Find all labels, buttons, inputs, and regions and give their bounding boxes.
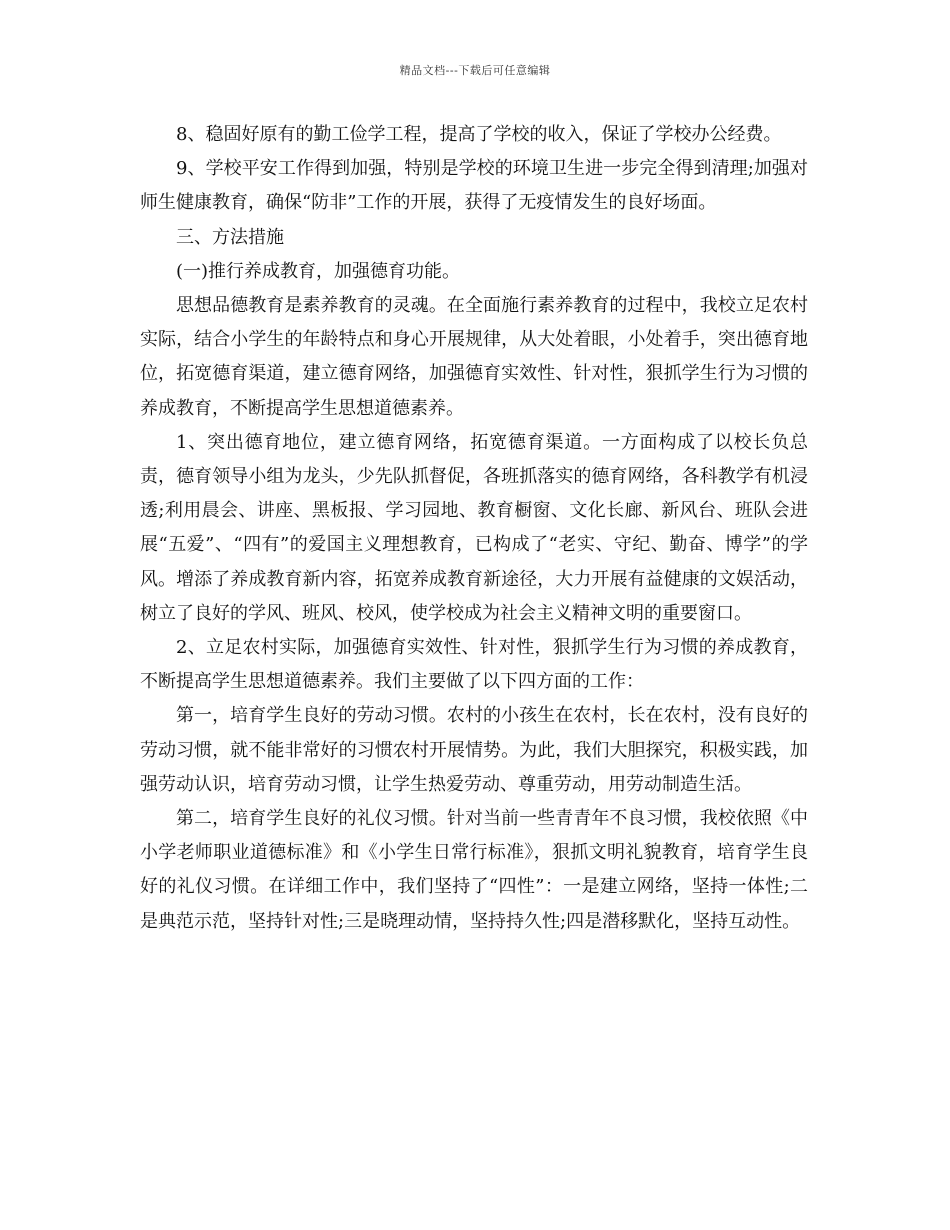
document-body (140, 118, 808, 939)
page-header: 精品文档---下载后可任意编辑 (399, 64, 551, 77)
paragraph-item-8: 8、稳固好原有的勤工俭学工程，提高了学校的收入，保证了学校办公经费。 (176, 124, 782, 145)
paragraph-point-2: 2、立足农村实际，加强德育实效性、针对性，狠抓学生行为习惯的养成教育，不断提高学生思想道德素养。我们主要做了以下四方面的工作： (140, 637, 808, 693)
subsection-heading: (一)推行养成教育，加强德育功能。 (176, 260, 461, 282)
paragraph-item-9: 9、学校平安工作得到加强，特别是学校的环境卫生进一步完全得到清理;加强对师生健康教育，确保“防非”工作的开展，获得了无疫情发生的良好场面。 (140, 158, 808, 214)
paragraph-first: 第一，培育学生良好的劳动习惯。农村的小孩生在农村，长在农村，没有良好的劳动习惯，就不能非常好的习惯农村开展情势。为此，我们大胆探究，积极实践，加强劳动认识，培育劳动习惯，让学生热爱劳动、尊重劳动，用劳动制造生活。 (140, 705, 808, 795)
paragraph-second: 第二，培育学生良好的礼仪习惯。针对当前一些青青年不良习惯，我校依照《中小学老师职业道德标准》和《小学生日常行标准》，狠抓文明礼貌教育，培育学生良好的礼仪习惯。在详细工作中，我们坚持了“四性”：一是建立网络，坚持一体性;二是典范示范，坚持针对性;三是晓理动情，坚持持久性;四是潜移默化，坚持互动性。 (140, 808, 808, 932)
paragraph-point-1: 1、突出德育地位，建立德育网络，拓宽德育渠道。一方面构成了以校长负总责，德育领导小组为龙头，少先队抓督促，各班抓落实的德育网络，各科教学有机浸透;利用晨会、讲座、黑板报、学习园地、教育橱窗、文化长廊、新风台、班队会进展“五爱”、“四有”的爱国主义理想教育，已构成了“老实、守纪、勤奋、博学”的学风。增添了养成教育新内容，拓宽养成教育新途径，大力开展有益健康的文娱活动，树立了良好的学风、班风、校风，使学校成为社会主义精神文明的重要窗口。 (140, 431, 808, 624)
paragraph-intro: 思想品德教育是素养教育的灵魂。在全面施行素养教育的过程中，我校立足农村实际，结合小学生的年龄特点和身心开展规律，从大处着眼，小处着手，突出德育地位，拓宽德育渠道，建立德育网络，加强德育实效性、针对性，狠抓学生行为习惯的养成教育，不断提高学生思想道德素养。 (140, 295, 808, 419)
section-heading: 三、方法措施 (176, 226, 284, 248)
